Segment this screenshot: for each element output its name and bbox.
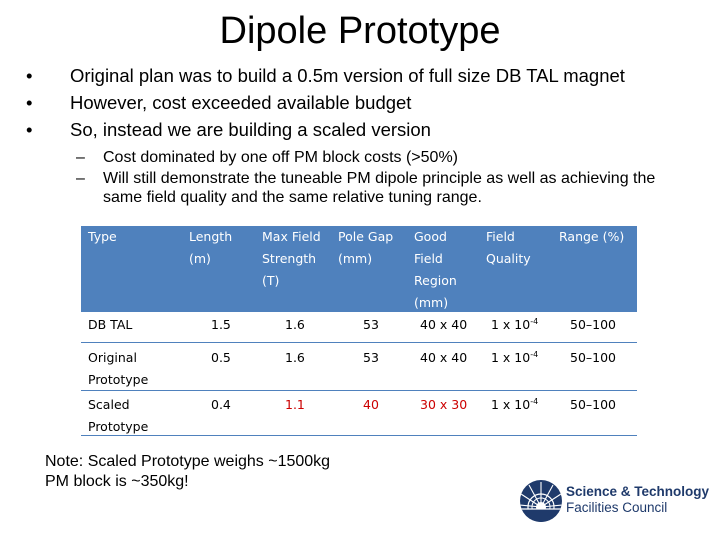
stfc-logo xyxy=(518,478,718,524)
row-divider xyxy=(81,390,637,391)
bullet-marker: • xyxy=(26,92,33,113)
cell-type: DB TAL xyxy=(88,317,133,332)
header-max-field-strength: Max Field Strength (T) xyxy=(262,229,321,288)
sub-marker: – xyxy=(76,149,85,166)
slide-title: Dipole Prototype xyxy=(219,10,501,52)
cell-pole-gap: 40 xyxy=(363,397,379,412)
bullet-marker: • xyxy=(26,119,33,140)
cell-max-field-strength: 1.6 xyxy=(285,350,305,365)
bullet-text: So, instead we are building a scaled version xyxy=(70,119,431,140)
cell-range: 50–100 xyxy=(570,317,617,332)
bullet-text: However, cost exceeded available budget xyxy=(70,92,412,113)
cell-good-field-region: 40 x 40 xyxy=(420,350,468,365)
cell-field-quality xyxy=(491,394,538,416)
header-good-field-region: Good Field Region (mm) xyxy=(414,229,457,310)
bullet-item xyxy=(26,116,716,143)
cell-good-field-region: 30 x 30 xyxy=(420,397,468,412)
cell-type: Original Prototype xyxy=(88,350,149,387)
table-bottom-border xyxy=(81,435,637,436)
bullet-item xyxy=(26,62,716,89)
field-quality-exponent: -4 xyxy=(530,349,539,359)
logo-wordmark xyxy=(566,484,709,516)
header-field-quality: Field Quality xyxy=(486,229,531,266)
bullet-item xyxy=(26,89,716,116)
cell-length: 0.4 xyxy=(211,397,231,412)
subbullet-item xyxy=(76,148,676,167)
cell-good-field-region: 40 x 40 xyxy=(420,317,468,332)
subbullet-text: Cost dominated by one off PM block costs (>50%) xyxy=(103,149,458,166)
note-line: PM block is ~350kg! xyxy=(45,473,189,490)
subbullet-item xyxy=(76,169,676,207)
stfc-sunburst-logo-icon xyxy=(518,478,564,524)
sub-marker: – xyxy=(76,170,85,187)
note-line: Note: Scaled Prototype weighs ~1500kg xyxy=(45,453,331,470)
header-pole-gap: Pole Gap (mm) xyxy=(338,229,394,266)
cell-length: 0.5 xyxy=(211,350,231,365)
field-quality-base: 1 x 10 xyxy=(491,317,531,332)
field-quality-exponent: -4 xyxy=(530,396,539,406)
magnet-parameter-table xyxy=(81,226,637,435)
cell-range: 50–100 xyxy=(570,397,617,412)
cell-field-quality xyxy=(491,347,538,369)
subbullet-text: Will still demonstrate the tuneable PM dipole principle as well as achieving the same field quality and the same relative tuning range. xyxy=(103,170,656,206)
header-type: Type xyxy=(88,229,117,244)
bullet-list xyxy=(26,62,716,143)
cell-field-quality xyxy=(491,314,538,336)
cell-max-field-strength: 1.6 xyxy=(285,317,305,332)
bullet-text: Original plan was to build a 0.5m version of full size DB TAL magnet xyxy=(70,65,625,86)
cell-length: 1.5 xyxy=(211,317,231,332)
cell-type: Scaled Prototype xyxy=(88,397,149,434)
cell-max-field-strength: 1.1 xyxy=(285,397,305,412)
cell-pole-gap: 53 xyxy=(363,350,379,365)
header-range: Range (%) xyxy=(559,229,625,244)
row-divider xyxy=(81,342,637,343)
subbullet-list xyxy=(76,148,676,209)
cell-range: 50–100 xyxy=(570,350,617,365)
bullet-marker: • xyxy=(26,65,33,86)
field-quality-base: 1 x 10 xyxy=(491,397,531,412)
logo-line: Facilities Council xyxy=(566,500,668,515)
header-length: Length (m) xyxy=(189,229,233,266)
logo-line: Science & Technology xyxy=(566,484,710,499)
cell-pole-gap: 53 xyxy=(363,317,379,332)
field-quality-base: 1 x 10 xyxy=(491,350,531,365)
field-quality-exponent: -4 xyxy=(530,316,539,326)
note xyxy=(45,452,330,492)
